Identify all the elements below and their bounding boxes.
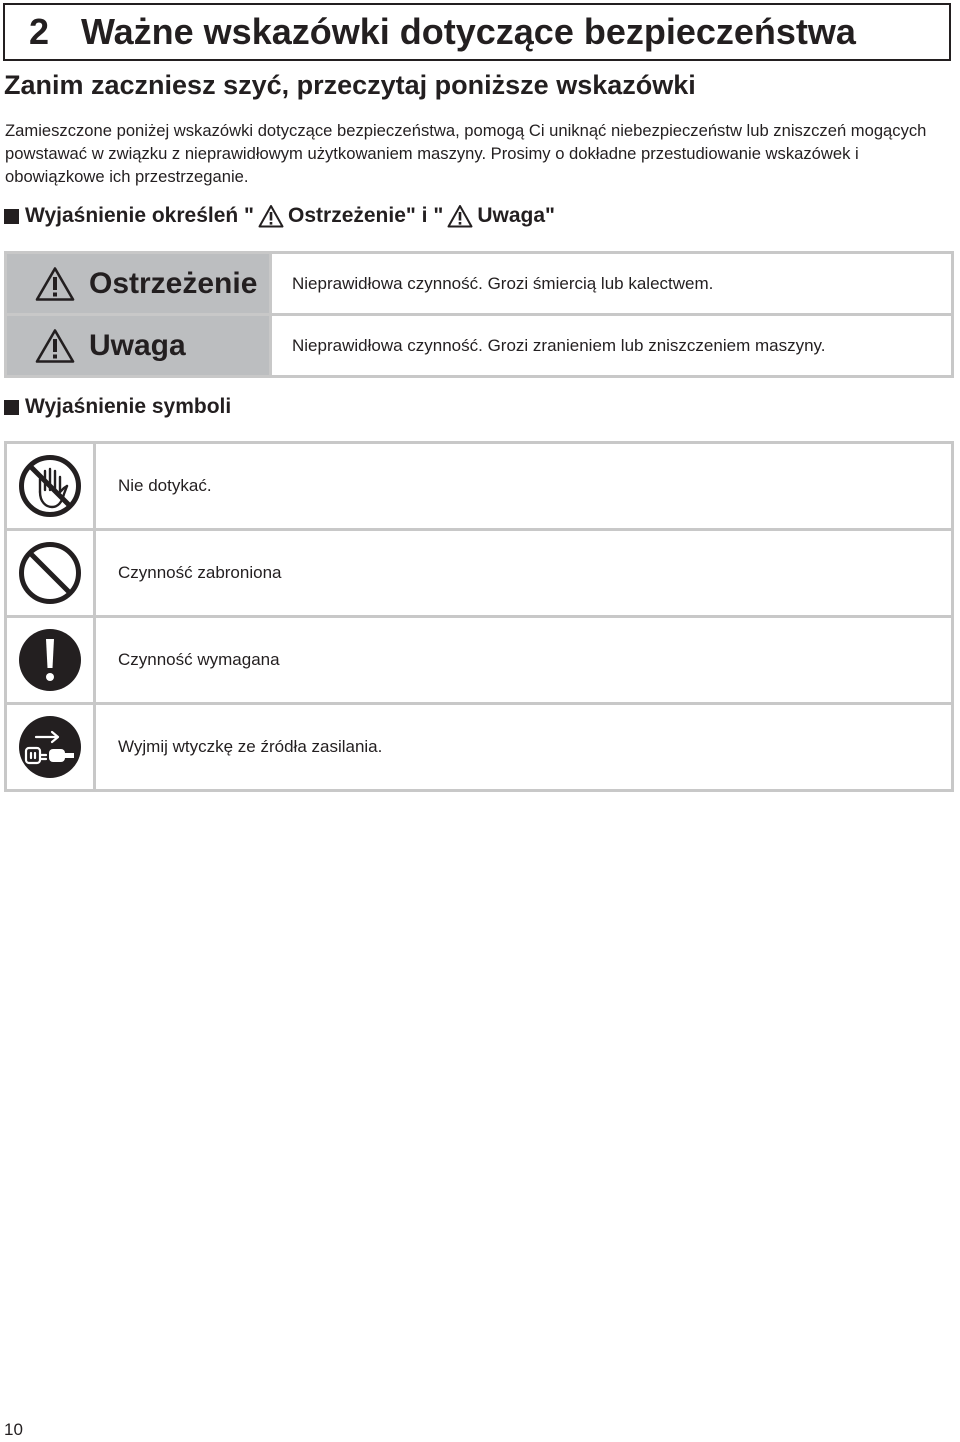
- symbol-description: Czynność wymagana: [95, 617, 953, 704]
- mandatory-action-icon: [18, 628, 82, 692]
- section-subtitle: Zanim zaczniesz szyć, przeczytaj poniższe wskazówki: [4, 70, 696, 100]
- definitions-heading-part1: Wyjaśnienie określeń ": [25, 204, 255, 227]
- unplug-icon: [18, 715, 82, 779]
- caution-label: Uwaga: [89, 328, 186, 362]
- symbol-description: Nie dotykać.: [95, 443, 953, 530]
- caution-label-cell: [6, 315, 271, 377]
- symbols-heading-text: Wyjaśnienie symboli: [25, 395, 232, 418]
- symbol-icon-cell: [6, 530, 95, 617]
- table-row: [6, 617, 953, 704]
- symbol-icon-cell: [6, 443, 95, 530]
- warning-triangle-icon: [258, 204, 284, 228]
- warning-triangle-icon: [35, 266, 75, 302]
- warning-triangle-icon: [35, 328, 75, 364]
- chapter-title: Ważne wskazówki dotyczące bezpieczeństwa: [81, 11, 856, 52]
- table-row: [6, 443, 953, 530]
- symbol-icon-cell: [6, 617, 95, 704]
- square-bullet-icon: [4, 400, 19, 415]
- table-row: [6, 704, 953, 791]
- warning-definitions-table: [4, 251, 954, 378]
- chapter-number: 2: [29, 11, 50, 52]
- symbols-table: [4, 441, 954, 792]
- table-row: [6, 530, 953, 617]
- symbol-icon-cell: [6, 704, 95, 791]
- definitions-heading-part3: Uwaga": [477, 204, 555, 227]
- table-row: [6, 253, 953, 315]
- chapter-header: [3, 3, 951, 61]
- page-number: 10: [4, 1420, 23, 1439]
- symbol-description: Wyjmij wtyczkę ze źródła zasilania.: [95, 704, 953, 791]
- prohibited-icon: [18, 541, 82, 605]
- square-bullet-icon: [4, 209, 19, 224]
- caution-description: Nieprawidłowa czynność. Grozi zranieniem lub zniszczeniem maszyny.: [271, 315, 953, 377]
- intro-paragraph: Zamieszczone poniżej wskazówki dotyczące bezpieczeństwa, pomogą Ci uniknąć niebezpieczeństw lub zniszczeń mogących powstawać w związku z nieprawidłowym użytkowaniem maszyny. Prosimy o dokładne przestudiowanie wskazówek i obowiązkowe ich przestrzeganie.: [5, 121, 927, 186]
- definitions-heading-part2: Ostrzeżenie" i ": [288, 204, 444, 227]
- symbols-heading: [4, 395, 231, 419]
- table-row: [6, 315, 953, 377]
- no-touch-icon: [18, 454, 82, 518]
- symbol-description: Czynność zabroniona: [95, 530, 953, 617]
- warning-label-cell: [6, 253, 271, 315]
- warning-triangle-icon: [447, 204, 473, 228]
- definitions-heading: [4, 204, 555, 228]
- warning-label: Ostrzeżenie: [89, 266, 258, 300]
- warning-description: Nieprawidłowa czynność. Grozi śmiercią lub kalectwem.: [271, 253, 953, 315]
